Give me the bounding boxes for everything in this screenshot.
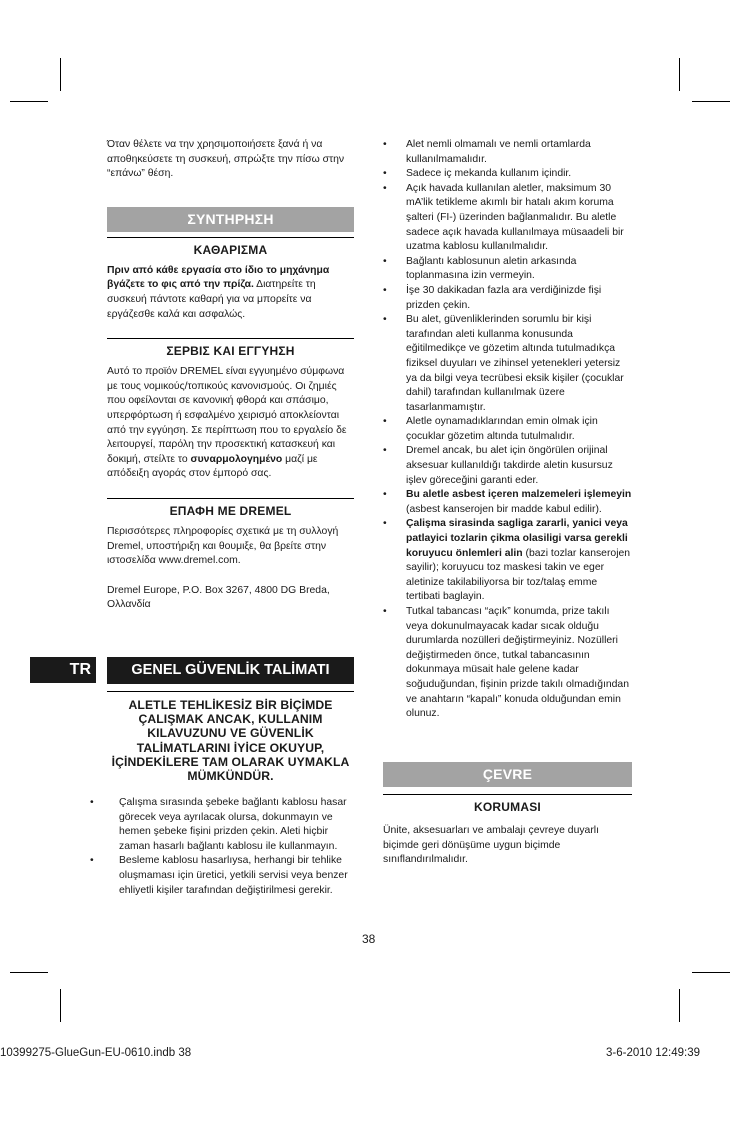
right-bullet-list [383,138,632,722]
service-heading: ΣΕΡΒΙΣ ΚΑΙ ΕΓΓΥΗΣΗ [107,338,354,362]
list-item-text: İşe 30 dakikadan fazla ara verdiğinizde fişi prizden çekin. [406,284,602,311]
list-item [383,605,632,722]
list-item [383,517,632,605]
greek-intro: Όταν θέλετε να την χρησιμοποιήσετε ξανά ή να αποθηκεύσετε τη συσκευή, σπρώξτε την πίσω στην “επάνω” θέση. [107,139,345,180]
bullet-icon: • [383,182,387,194]
bullet-icon: • [90,797,94,808]
bullet-icon: • [383,416,387,428]
greek-column [107,138,354,613]
crop-mark [60,989,61,1022]
safety-banner: GENEL GÜVENLİK TALİMATI [107,657,354,684]
bullet-icon: • [383,255,387,267]
list-item-text: (bazi tozlar kanserojen sayilir); koruyucu toz maskesi takin ve eger aletinize takilabiliyorsa bir toz/talaş emme tertibati baglayin. [406,547,631,603]
address: Dremel Europe, P.O. Box 3267, 4800 DG Breda, Ολλανδία [107,584,330,611]
bullet-icon: • [90,855,94,867]
list-item [383,444,632,488]
list-item [383,313,632,415]
turkish-column [383,138,632,722]
service-paragraph [107,365,354,482]
service-bold: συναρμολογημένο [190,453,283,465]
cleaning-heading: ΚΑΘΑΡΙΣΜΑ [107,237,354,261]
list-item [90,854,354,898]
list-item-bold: Bu aletle asbest içeren malzemeleri işlemeyin [406,489,632,501]
service-text: Αυτό το προϊόν DREMEL είναι εγγυημένο σύμφωνα με τους νομικούς/τοπικούς κανονισμούς. Οι ζημιές που οφείλονται σε κανονική φθορά και σπάσιμο, υπερφόρτωση ή εσφαλμένο χειρισμό αποκλείονται από την εγγύηση. Σε περίπτωση που το εργαλείο δε λειτουργεί, παρόλη την προσεκτική κατασκευή και δοκιμή, στείλτε το [107,366,347,465]
list-item-text: Tutkal tabancası “açık” konumda, prize takılı veya dokunulmayacak kadar sıcak olduğu durumlarda nozülleri değiştirmeyiniz. Nozülleri değiştirmeden önce, tutkal tabancasının dokunmaya müsait hale gelene kadar soğuduğundan, fişinin prizde takılı olmadığından ve anahtarın “kapalı” konuda olduğundan emin olunuz. [406,606,629,720]
left-bullet-list [90,796,354,898]
bullet-icon: • [383,284,387,296]
crop-mark [692,101,730,102]
contact-paragraph: Περισσότερες πληροφορίες σχετικά με τη συλλογή Dremel, υποστήριξη και θουμιξε, θα βρείτε στην ιστοσελίδα www.dremel.com. [107,525,339,567]
list-item-text: Çalışma sırasında şebeke bağlantı kablosu hasar görecek veya ayrılacak olursa, dokunmayın ve hemen şebeke fişini prizden çekin. Aleti hiçbir zaman hasarlı bağlantı kablosu ile kullanmayın. [119,797,347,852]
list-item [90,796,354,854]
cleaning-text: Διατηρείτε τη συσκευή πάντοτε καθαρή για να μπορείτε να εργάζεσθε καλά και ασφαλώς. [107,279,316,320]
protection-heading: KORUMASI [383,794,632,818]
footer-file: 10399275-GlueGun-EU-0610.indb 38 [0,1047,192,1059]
page-number: 38 [362,932,376,946]
contact-heading: ΕΠΑΦΗ ΜΕ DREMEL [107,498,354,522]
list-item [383,488,632,517]
bullet-icon: • [383,445,387,457]
list-item-bold: Çalişma sirasinda sagliga zararli, yanici veya patlayici tozlarin çikma olasiligi varsa gerekli koruyucu önlemleri alin [406,518,628,559]
list-item [383,255,632,284]
list-item-text: Bu alet, güvenliklerinden sorumlu bir kişi tarafından aleti kullanma konusunda eğitilmedikçe ve gözetim altında tutulmadıkça fiziksel duyuları ve zihinsel yetenekleri yetersiz ya da bilgi veya tecrübesi eksik kişiler (çocuklar dahil) tarafından kullanılmak üzere tasarlanmamıştır. [406,314,624,413]
bullet-icon: • [383,518,387,530]
list-item-text: Sadece iç mekanda kullanım içindir. [406,168,572,180]
bullet-icon: • [383,168,387,180]
bullet-icon: • [383,606,387,617]
bullet-icon: • [383,139,387,150]
footer-date: 3-6-2010 12:49:39 [606,1047,700,1059]
environment-paragraph: Ünite, aksesuarları ve ambalajı çevreye duyarlı biçimde geri dönüşüme uygun biçimde sınıflandırılmalıdır. [383,825,599,866]
maintenance-banner: ΣΥΝΤΗΡΗΣΗ [107,207,354,232]
list-item-text: Aletle oynamadıklarından emin olmak için çocuklar gözetim altında tutulmalıdır. [406,416,598,442]
crop-mark [679,989,680,1022]
safety-warning: ALETLE TEHLİKESİZ BİR BİÇİMDE ÇALIŞMAK ANCAK, KULLANIM KILAVUZUNU VE GÜVENLİK TALİMATLARINI İYİCE OKUYUP, İÇİNDEKİLERE TAM OLARAK UYMAKLA MÜMKÜNDÜR. [107,691,354,783]
list-item-text: Bağlantı kablosunun aletin arkasında toplanmasına izin vermeyin. [406,255,577,282]
crop-mark [60,58,61,91]
list-item [383,167,632,182]
list-item [383,138,632,167]
list-item-text: Dremel ancak, bu alet için öngörülen orijinal aksesuar kullanıldığı takdirde aletin kusursuz işlev göreceğini garanti eder. [406,445,613,486]
list-item [383,415,632,444]
list-item-text: Besleme kablosu hasarlıysa, herhangi bir tehlike oluşmaması için üretici, yetkili servisi veya benzer ehliyetli kişiler tarafından değiştirilmesi gerekir. [119,855,348,896]
list-item [383,182,632,255]
service-text-end: μαζί με απόδειξη αγοράς στον έμπορό σας. [107,453,318,480]
list-item-text: (asbest kanserojen bir madde kabul edilir). [406,503,602,515]
language-tab: TR [30,657,96,683]
list-item-text: Alet nemli olmamalı ve nemli ortamlarda kullanılmamalıdır. [406,139,591,165]
crop-mark [679,58,680,91]
left-bullets [90,796,354,898]
environment-banner: ÇEVRE [383,762,632,787]
bullet-icon: • [383,489,387,501]
bullet-icon: • [383,314,387,326]
crop-mark [10,101,48,102]
crop-mark [692,972,730,973]
cleaning-paragraph [107,264,354,322]
crop-mark [10,972,48,973]
list-item-text: Açık havada kullanılan aletler, maksimum 30 mA’lik tetikleme akımlı bir hatalı akım koruma şalteri (FI-) üzerinden bağlanmalıdır. Bu aletle sadece açık havada kullanılmaya müsaadeli bir uzatma kablosu kullanılmalıdır. [406,182,624,253]
cleaning-bold: Πριν από κάθε εργασία στο ίδιο το μηχάνημα βγάζετε το φις από την πρίζα. [107,264,330,291]
list-item [383,284,632,313]
